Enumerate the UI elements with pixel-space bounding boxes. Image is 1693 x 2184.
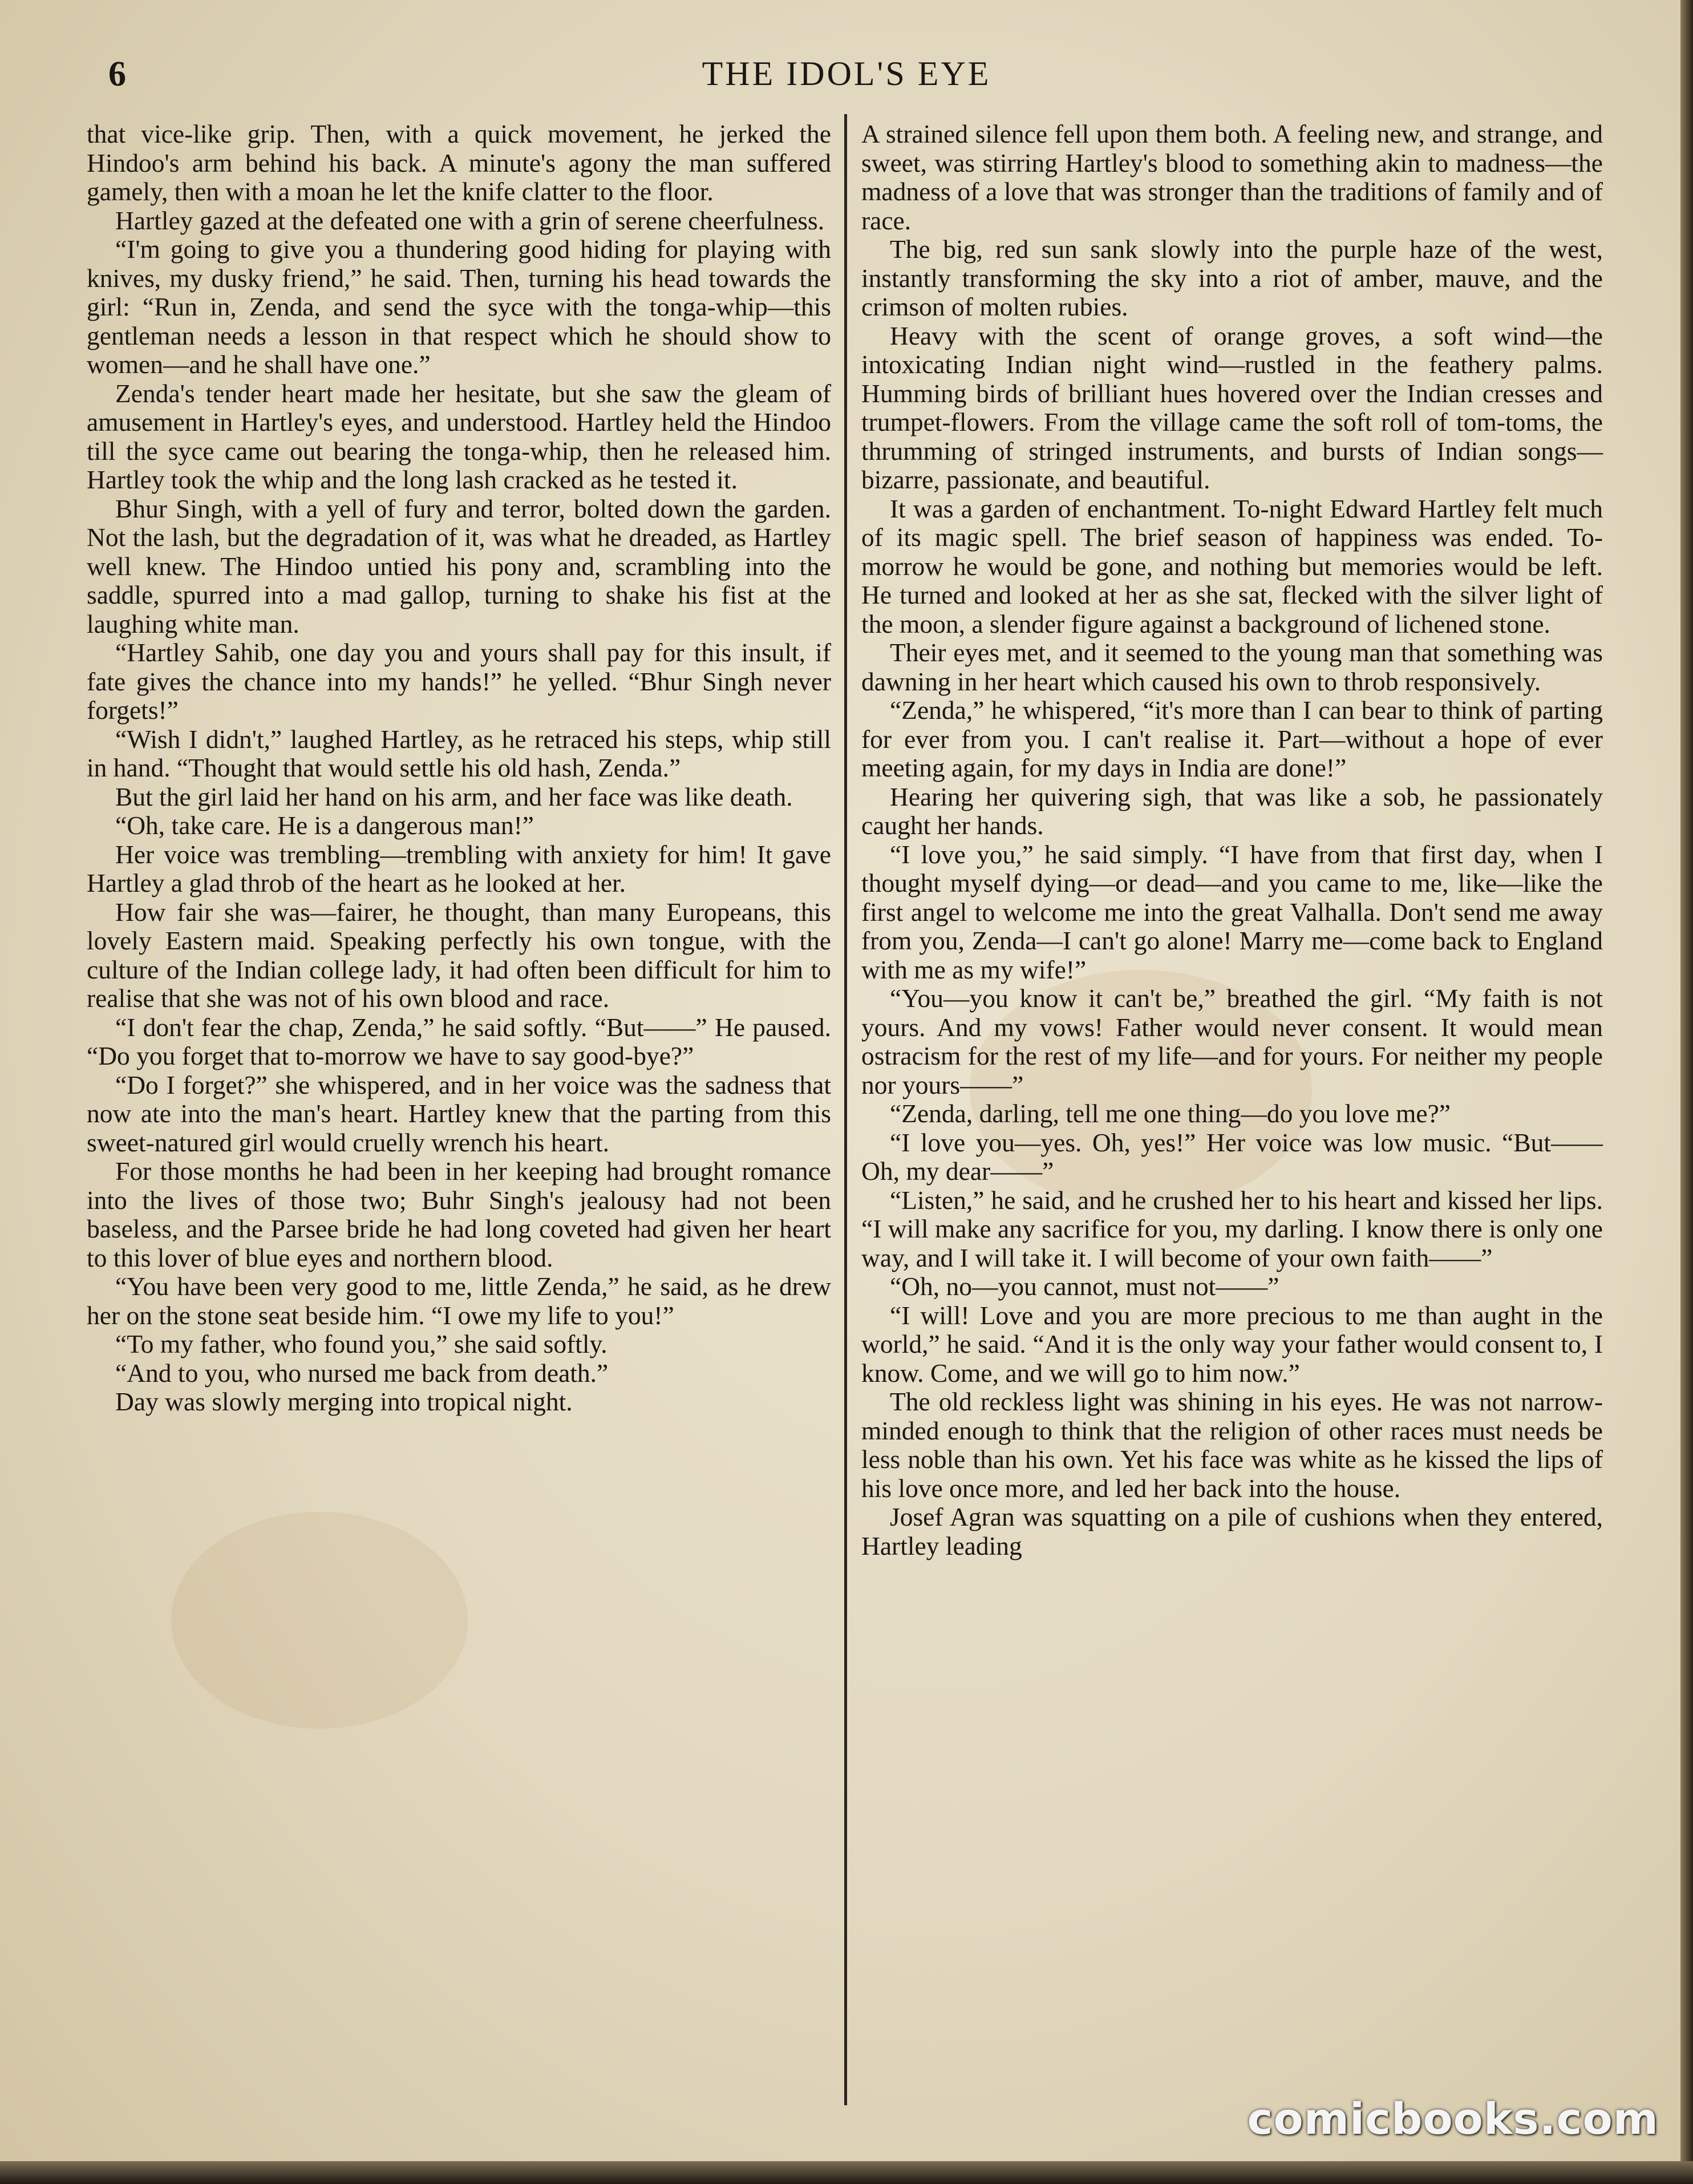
paragraph: “You—you know it can't be,” breathed the girl. “My faith is not yours. And my vows! Father would never consent. It would mean ostracism for the rest of my life—and for yours. For neither my people nor yours——” <box>861 984 1603 1099</box>
paper-stain <box>171 1512 468 1729</box>
paragraph: Bhur Singh, with a yell of fury and terror, bolted down the garden. Not the lash, but the degradation of it, was what he dreaded, as Hartley well knew. The Hindoo untied his pony and, scrambling into the saddle, spurred into a mad gallop, turning to shake his fist at the laughing white man. <box>87 494 831 638</box>
paragraph: “Wish I didn't,” laughed Hartley, as he retraced his steps, whip still in hand. “Thought that would settle his old hash, Zenda.” <box>87 724 831 782</box>
paragraph: The old reckless light was shining in his eyes. He was not narrow-minded enough to think that the religion of other races must needs be less noble than his own. Yet his face was white as he kissed the lips of his love once more, and led her back into the house. <box>861 1387 1603 1503</box>
paragraph: For those months he had been in her keeping had brought romance into the lives of those two; Buhr Singh's jealousy had not been baseless, and the Parsee bride he had long coveted had given her heart to this lover of blue eyes and northern blood. <box>87 1156 831 1272</box>
left-text-column <box>87 120 831 1417</box>
paragraph: It was a garden of enchantment. To-night Edward Hartley felt much of its magic spell. The brief season of happiness was ended. To-morrow he would be gone, and nothing but memories would be left. He turned and looked at her as she sat, flecked with the silver light of the moon, a slender figure against a background of lichened stone. <box>861 494 1603 638</box>
paragraph: that vice-like grip. Then, with a quick movement, he jerked the Hindoo's arm behind his back. A minute's agony the man suffered gamely, then with a moan he let the knife clatter to the floor. <box>87 119 831 206</box>
paragraph: “Oh, no—you cannot, must not——” <box>890 1272 1279 1301</box>
paragraph: Hearing her quivering sigh, that was like a sob, he passionately caught her hands. <box>861 782 1603 840</box>
paragraph: Day was slowly merging into tropical night. <box>115 1387 573 1416</box>
paragraph: “I don't fear the chap, Zenda,” he said softly. “But——” He paused. “Do you forget that to-morrow we have to say good-bye?” <box>87 1012 831 1070</box>
paragraph: “You have been very good to me, little Zenda,” he said, as he drew her on the stone seat beside him. “I owe my life to you!” <box>87 1272 831 1330</box>
paragraph: “Do I forget?” she whispered, and in her voice was the sadness that now ate into the man's heart. Hartley knew that the parting from this sweet-natured girl would cruelly wrench his heart. <box>87 1070 831 1157</box>
paragraph: “Listen,” he said, and he crushed her to his heart and kissed her lips. “I will make any sacrifice for you, my darling. I know there is only one way, and I will take it. I will become of your own faith——” <box>861 1185 1603 1272</box>
paragraph: But the girl laid her hand on his arm, and her face was like death. <box>115 782 793 811</box>
paragraph: Hartley gazed at the defeated one with a grin of serene cheerfulness. <box>115 205 825 235</box>
paragraph: “And to you, who nursed me back from death.” <box>115 1358 609 1388</box>
paragraph: A strained silence fell upon them both. A feeling new, and strange, and sweet, was stirring Hartley's blood to something akin to madness—the madness of a love that was stronger than the traditions of family and of race. <box>861 119 1603 235</box>
paragraph: “To my father, who found you,” she said softly. <box>115 1329 607 1358</box>
paragraph: “Oh, take care. He is a dangerous man!” <box>115 811 534 840</box>
right-text-column <box>861 120 1603 1560</box>
paragraph: Zenda's tender heart made her hesitate, but she saw the gleam of amusement in Hartley's eyes, and understood. Hartley held the Hindoo till the syce came out bearing the tonga-whip, then he released him. Hartley took the whip and the long lash cracked as he tested it. <box>87 378 831 494</box>
paragraph: Her voice was trembling—trembling with anxiety for him! It gave Hartley a glad throb of the heart as he looked at her. <box>87 839 831 897</box>
paragraph: “I will! Love and you are more precious to me than aught in the world,” he said. “And it is the only way your father would consent to, I know. Come, and we will go to him now.” <box>861 1300 1603 1388</box>
page-number: 6 <box>108 55 126 94</box>
page-edge <box>0 2161 1693 2184</box>
paragraph: “Zenda, darling, tell me one thing—do you love me?” <box>890 1099 1451 1128</box>
paragraph: “I love you—yes. Oh, yes!” Her voice was low music. “But—— Oh, my dear——” <box>861 1127 1603 1186</box>
paragraph: The big, red sun sank slowly into the purple haze of the west, instantly transforming the sky into a riot of amber, mauve, and the crimson of molten rubies. <box>861 234 1603 321</box>
page-edge <box>1680 0 1693 2184</box>
paragraph: Josef Agran was squatting on a pile of cushions when they entered, Hartley leading <box>861 1502 1603 1560</box>
paragraph: Their eyes met, and it seemed to the young man that something was dawning in her heart which caused his own to throb responsively. <box>861 638 1603 696</box>
running-title: THE IDOL'S EYE <box>702 55 991 92</box>
site-watermark: comicbooks.com <box>1247 2093 1659 2144</box>
column-divider <box>844 114 847 2105</box>
paragraph: “Zenda,” he whispered, “it's more than I can bear to think of parting for ever from you. I can't realise it. Part—without a hope of ever meeting again, for my days in India are done!” <box>861 695 1603 782</box>
page-header <box>0 54 1693 106</box>
paragraph: “I'm going to give you a thundering good hiding for playing with knives, my dusky friend,” he said. Then, turning his head towards the girl: “Run in, Zenda, and send the syce with the tonga-whip—this gentleman needs a lesson in that respect which he should show to women—and he shall have one.” <box>87 234 831 379</box>
paragraph: “Hartley Sahib, one day you and yours shall pay for this insult, if fate gives the chance into my hands!” he yelled. “Bhur Singh never forgets!” <box>87 638 831 725</box>
paragraph: “I love you,” he said simply. “I have from that first day, when I thought myself dying—or dead—and you came to me, like—like the first angel to welcome me into the great Valhalla. Don't send me away from you, Zenda—I can't go alone! Marry me—come back to England with me as my wife!” <box>861 839 1603 984</box>
paragraph: Heavy with the scent of orange groves, a soft wind—the intoxicating Indian night wind—rustled in the feathery palms. Humming birds of brilliant hues hovered over the Indian cresses and trumpet-flowers. From the village came the soft roll of tom-toms, the thrumming of stringed instruments, and bursts of Indian songs—bizarre, passionate, and beautiful. <box>861 321 1603 494</box>
paragraph: How fair she was—fairer, he thought, than many Europeans, this lovely Eastern maid. Speaking perfectly his own tongue, with the culture of the Indian college lady, it had often been difficult for him to realise that she was not of his own blood and race. <box>87 897 831 1013</box>
